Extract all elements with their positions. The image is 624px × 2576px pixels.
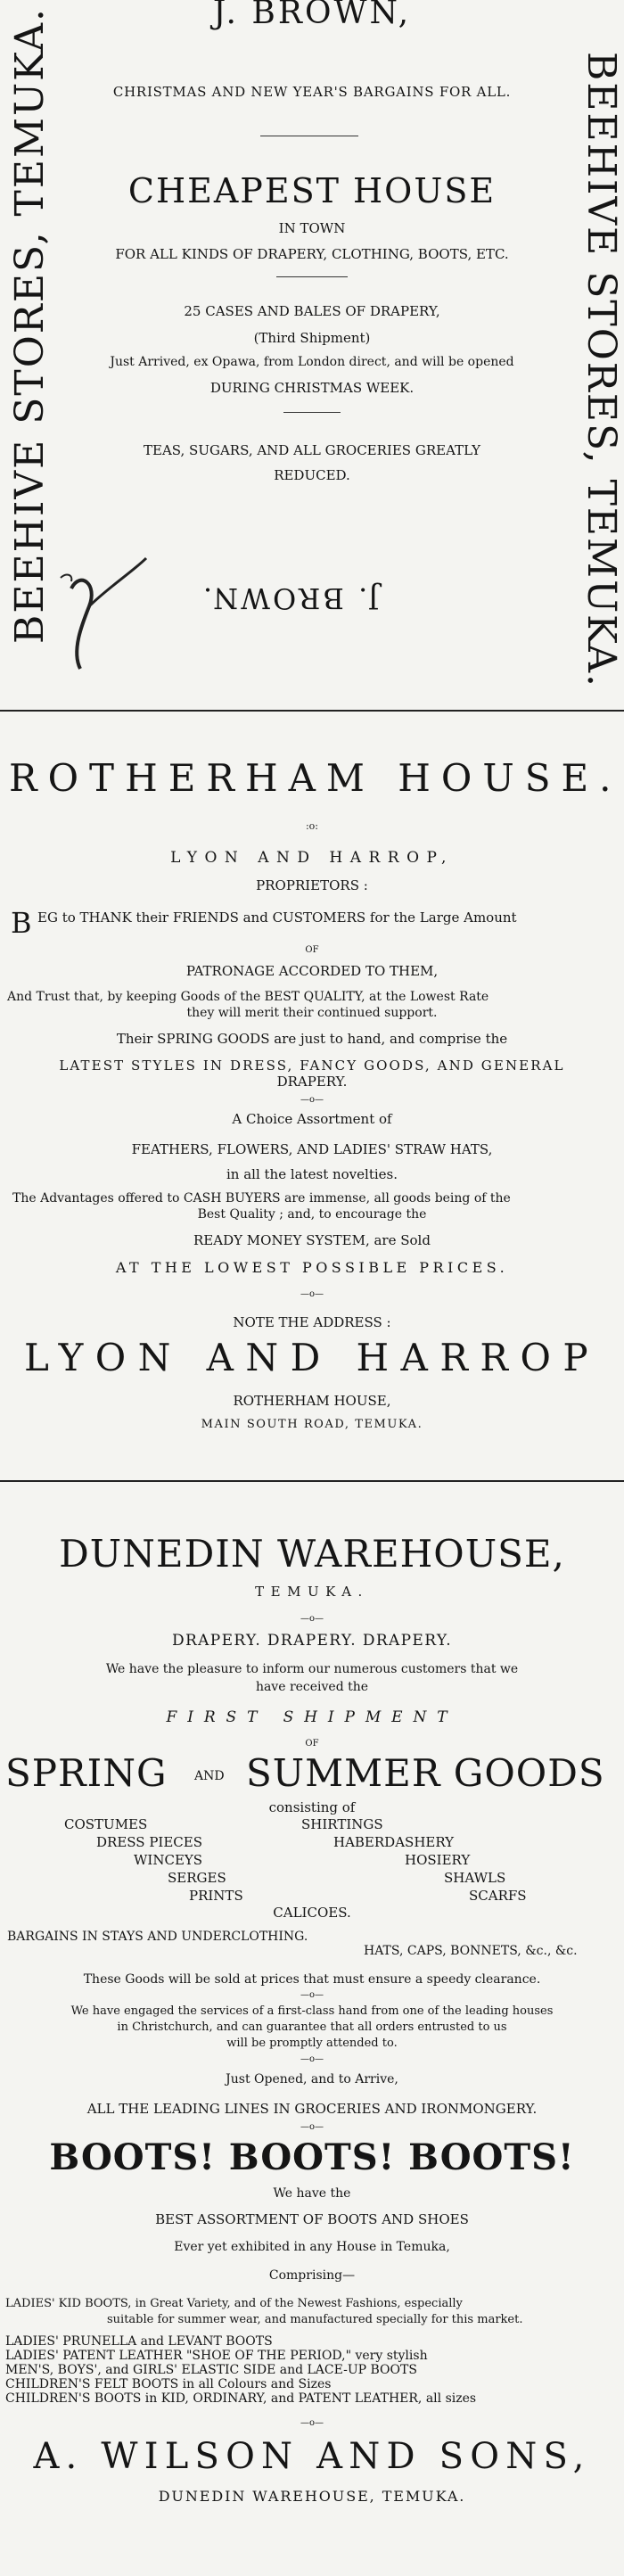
brown-teas: TEAS, SUGARS, AND ALL GROCERIES GREATLY xyxy=(143,442,480,458)
rotherham-note: NOTE THE ADDRESS : xyxy=(233,1314,391,1330)
dunedin-and: AND xyxy=(194,1769,225,1783)
item-shirtings: SHIRTINGS xyxy=(301,1816,383,1832)
rotherham-firm-big: LYON AND HARROP xyxy=(23,1336,601,1379)
brown-side-left: BEEHIVE STORES, TEMUKA. xyxy=(7,6,53,644)
dunedin-items-left xyxy=(64,1815,243,1905)
boot-line: LADIES' PRUNELLA and LEVANT BOOTS xyxy=(5,2334,273,2349)
dunedin-ever: Ever yet exhibited in any House in Temuka, xyxy=(174,2240,450,2254)
brown-kinds: FOR ALL KINDS OF DRAPERY, CLOTHING, BOOTS, ETC. xyxy=(115,246,509,262)
rotherham-feathers: FEATHERS, FLOWERS, AND LADIES' STRAW HATS, xyxy=(131,1141,493,1157)
dunedin-best: BEST ASSORTMENT OF BOOTS AND SHOES xyxy=(155,2211,469,2227)
rotherham-address: MAIN SOUTH ROAD, TEMUKA. xyxy=(201,1418,423,1431)
rotherham-house: ROTHERHAM HOUSE, xyxy=(233,1393,391,1409)
dunedin-hats: HATS, CAPS, BONNETS, &c., &c. xyxy=(364,1944,578,1958)
rotherham-patronage: PATRONAGE ACCORDED TO THEM, xyxy=(185,963,439,979)
section-divider-1 xyxy=(0,710,624,712)
rotherham-novelties: in all the latest novelties. xyxy=(226,1166,398,1182)
dunedin-we-have: We have the xyxy=(273,2186,351,2201)
item-costumes: COSTUMES xyxy=(64,1816,148,1832)
dunedin-kid-2: suitable for summer wear, and manufactured specially for this market. xyxy=(107,2313,523,2326)
dunedin-sep-5: —o— xyxy=(300,2418,324,2428)
rotherham-trust-2: they will merit their continued support. xyxy=(186,1006,438,1020)
item-serges: SERGES xyxy=(168,1870,226,1886)
dunedin-engaged-3: will be promptly attended to. xyxy=(226,2037,398,2050)
brown-week: DURING CHRISTMAS WEEK. xyxy=(209,380,415,396)
dunedin-consisting: consisting of xyxy=(268,1799,356,1815)
item-winceys: WINCEYS xyxy=(134,1852,203,1868)
rotherham-sep: :o: xyxy=(305,820,319,832)
rotherham-ready: READY MONEY SYSTEM, are Sold xyxy=(193,1232,431,1248)
rotherham-beg: EG to THANK their FRIENDS and CUSTOMERS for the Large Amount xyxy=(37,909,517,926)
dunedin-engaged-2: in Christchurch, and can guarantee that all orders entrusted to us xyxy=(117,2020,507,2034)
dunedin-spring: SPRING xyxy=(5,1751,168,1795)
boot-line: CHILDREN'S BOOTS in KID, ORDINARY, and PATENT LEATHER, all sizes xyxy=(5,2391,477,2406)
rotherham-latest-1: LATEST STYLES IN DRESS, FANCY GOODS, AND GENERAL xyxy=(59,1058,565,1074)
rotherham-proprietors: PROPRIETORS : xyxy=(256,877,368,893)
dunedin-opened: Just Opened, and to Arrive, xyxy=(226,2072,398,2086)
brown-name: J. BROWN, xyxy=(212,0,412,31)
dunedin-kid-1: LADIES' KID BOOTS, in Great Variety, and of the Newest Fashions, especially xyxy=(5,2297,463,2310)
brown-reduced: REDUCED. xyxy=(274,467,350,483)
brown-tagline: CHRISTMAS AND NEW YEAR'S BARGAINS FOR ALL. xyxy=(112,84,512,100)
dunedin-comprising: Comprising— xyxy=(268,2268,356,2283)
item-prints: PRINTS xyxy=(189,1888,243,1904)
dunedin-boot-lines xyxy=(5,2334,476,2406)
brown-headline: CHEAPEST HOUSE xyxy=(127,171,497,210)
rotherham-title: ROTHERHAM HOUSE. xyxy=(9,756,622,800)
rotherham-trust-1: And Trust that, by keeping Goods of the BEST QUALITY, at the Lowest Rate xyxy=(7,990,489,1004)
dunedin-summer: SUMMER GOODS xyxy=(246,1751,605,1795)
brown-in-town: IN TOWN xyxy=(278,220,346,236)
dunedin-pleasure-1: We have the pleasure to inform our numerous customers that we xyxy=(105,1662,519,1676)
item-scarfs: SCARFS xyxy=(469,1888,527,1904)
rotherham-adv-2: Best Quality ; and, to encourage the xyxy=(197,1207,427,1222)
dunedin-boots-big: BOOTS! BOOTS! BOOTS! xyxy=(49,2136,575,2178)
rotherham-of: OF xyxy=(305,945,319,955)
item-shawls: SHAWLS xyxy=(444,1870,506,1886)
boot-line: MEN'S, BOYS', and GIRLS' ELASTIC SIDE and LACE-UP BOOTS xyxy=(5,2363,417,2377)
brown-rule-3 xyxy=(283,412,341,413)
dunedin-sep: —o— xyxy=(300,1614,324,1624)
dunedin-first: FIRST SHIPMENT xyxy=(166,1708,458,1726)
boot-line: LADIES' PATENT LEATHER "SHOE OF THE PERIOD," very stylish xyxy=(5,2349,428,2363)
dunedin-calicoes: CALICOES. xyxy=(273,1905,351,1921)
dunedin-sep-3: —o— xyxy=(300,2054,324,2064)
rotherham-spring: Their SPRING GOODS are just to hand, and comprise the xyxy=(116,1031,508,1047)
dunedin-footer: DUNEDIN WAREHOUSE, TEMUKA. xyxy=(158,2488,466,2505)
rotherham-sep-2: —o— xyxy=(300,1095,324,1105)
dunedin-bargains: BARGAINS IN STAYS AND UNDERCLOTHING. xyxy=(7,1930,308,1944)
boot-line: CHILDREN'S FELT BOOTS in all Colours and Sizes xyxy=(5,2377,332,2391)
dunedin-pleasure-2: have received the xyxy=(255,1680,369,1694)
item-dress-pieces: DRESS PIECES xyxy=(96,1834,202,1850)
rotherham-lowest: AT THE LOWEST POSSIBLE PRICES. xyxy=(115,1259,509,1276)
dunedin-drapery: DRAPERY. DRAPERY. DRAPERY. xyxy=(172,1632,452,1650)
dunedin-sep-2: —o— xyxy=(300,1990,324,2000)
brown-cases: 25 CASES AND BALES OF DRAPERY, xyxy=(184,303,440,319)
dunedin-town: TEMUKA. xyxy=(255,1584,369,1600)
rotherham-latest-2: DRAPERY. xyxy=(276,1074,348,1090)
dunedin-leading: ALL THE LEADING LINES IN GROCERIES AND IRONMONGERY. xyxy=(86,2101,538,2117)
rotherham-adv-1: The Advantages offered to CASH BUYERS are immense, all goods being of the xyxy=(12,1191,511,1206)
dunedin-sep-4: —o— xyxy=(300,2122,324,2132)
item-hosiery: HOSIERY xyxy=(405,1852,471,1868)
item-haberdashery: HABERDASHERY xyxy=(333,1834,455,1850)
rotherham-choice: A Choice Assortment of xyxy=(232,1111,392,1127)
rotherham-sep-3: —o— xyxy=(300,1289,324,1299)
brown-arrived: Just Arrived, ex Opawa, from London direct, and will be opened xyxy=(110,355,514,369)
dunedin-engaged-1: We have engaged the services of a first-class hand from one of the leading houses xyxy=(70,2004,554,2018)
dunedin-items-right xyxy=(301,1815,527,1905)
brown-signature: J. BROWN. xyxy=(201,581,380,615)
rotherham-firm: LYON AND HARROP, xyxy=(170,849,454,867)
dunedin-of: OF xyxy=(305,1739,319,1749)
brown-shipment: (Third Shipment) xyxy=(253,330,371,346)
handwritten-mark-icon xyxy=(53,553,152,678)
dunedin-sold: These Goods will be sold at prices that must ensure a speedy clearance. xyxy=(83,1972,541,1987)
dunedin-firm: A. WILSON AND SONS, xyxy=(33,2436,591,2477)
dunedin-title: DUNEDIN WAREHOUSE, xyxy=(59,1532,565,1576)
brown-side-right: BEEHIVE STORES, TEMUKA. xyxy=(579,52,624,689)
brown-rule-2 xyxy=(276,276,348,277)
section-divider-2 xyxy=(0,1480,624,1482)
rotherham-initial: B xyxy=(11,906,32,940)
